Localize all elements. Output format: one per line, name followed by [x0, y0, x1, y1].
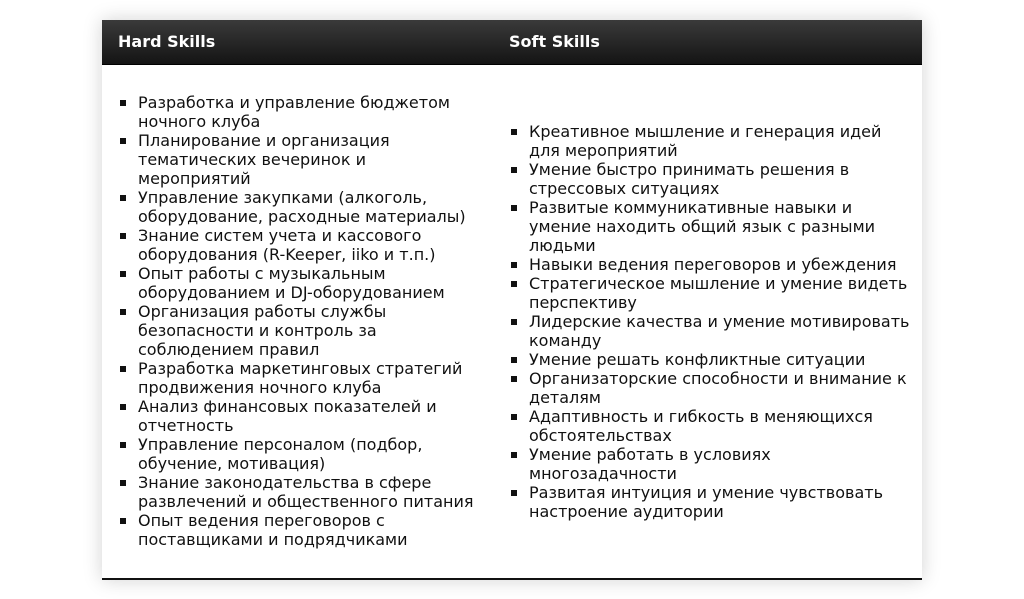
- hard-skill-item: [120, 264, 480, 302]
- hard-skill-item-text: Знание систем учета и кассового оборудования (R-Keeper, iiko и т.п.): [138, 226, 436, 264]
- bullet-icon: [511, 129, 517, 135]
- hard-skill-item: [120, 397, 480, 435]
- bullet-icon: [120, 195, 126, 201]
- hard-skill-item: [120, 131, 480, 188]
- soft-skill-item: [511, 255, 911, 274]
- hard-skill-item-text: Анализ финансовых показателей и отчетность: [138, 397, 437, 435]
- soft-skill-item: [511, 369, 911, 407]
- hard-skill-item: [120, 226, 480, 264]
- soft-skill-item-text: Креативное мышление и генерация идей для мероприятий: [529, 122, 882, 160]
- hard-skill-item-text: Управление закупками (алкоголь, оборудование, расходные материалы): [138, 188, 466, 226]
- hard-skill-item-text: Опыт ведения переговоров с поставщиками и подрядчиками: [138, 511, 408, 549]
- hard-skill-item-text: Планирование и организация тематических вечеринок и мероприятий: [138, 131, 390, 188]
- soft-skill-item: [511, 483, 911, 521]
- hard-skill-item-text: Опыт работы с музыкальным оборудованием и DJ-оборудованием: [138, 264, 445, 302]
- hard-skill-item: [120, 435, 480, 473]
- soft-skill-item: [511, 198, 911, 255]
- hard-skill-item-text: Знание законодательства в сфере развлечений и общественного питания: [138, 473, 474, 511]
- soft-skill-item: [511, 350, 911, 369]
- hard-skill-item: [120, 473, 480, 511]
- soft-skill-item: [511, 312, 911, 350]
- soft-skill-item: [511, 407, 911, 445]
- soft-skill-item-text: Навыки ведения переговоров и убеждения: [529, 255, 897, 274]
- hard-skills-header: Hard Skills: [118, 32, 216, 51]
- soft-skill-item-text: Стратегическое мышление и умение видеть перспективу: [529, 274, 908, 312]
- soft-skill-item-text: Развитые коммуникативные навыки и умение находить общий язык с разными людьми: [529, 198, 876, 255]
- bullet-icon: [511, 167, 517, 173]
- bullet-icon: [120, 271, 126, 277]
- soft-skill-item: [511, 274, 911, 312]
- soft-skill-item-text: Умение решать конфликтные ситуации: [529, 350, 866, 369]
- hard-skill-item-text: Разработка маркетинговых стратегий продвижения ночного клуба: [138, 359, 463, 397]
- bullet-icon: [120, 309, 126, 315]
- bullet-icon: [511, 490, 517, 496]
- bullet-icon: [120, 233, 126, 239]
- hard-skills-list: [120, 93, 480, 549]
- skills-table: [102, 20, 922, 580]
- bullet-icon: [120, 100, 126, 106]
- soft-skill-item-text: Адаптивность и гибкость в меняющихся обстоятельствах: [529, 407, 873, 445]
- hard-skill-item: [120, 302, 480, 359]
- bullet-icon: [511, 281, 517, 287]
- soft-skill-item-text: Развитая интуиция и умение чувствовать настроение аудитории: [529, 483, 883, 521]
- bullet-icon: [511, 452, 517, 458]
- hard-skill-item: [120, 188, 480, 226]
- bullet-icon: [511, 376, 517, 382]
- bullet-icon: [511, 414, 517, 420]
- hard-skill-item-text: Организация работы службы безопасности и контроль за соблюдением правил: [138, 302, 387, 359]
- bullet-icon: [120, 518, 126, 524]
- bullet-icon: [511, 319, 517, 325]
- bullet-icon: [511, 262, 517, 268]
- soft-skill-item: [511, 122, 911, 160]
- bullet-icon: [120, 404, 126, 410]
- hard-skill-item: [120, 93, 480, 131]
- soft-skills-header: Soft Skills: [509, 32, 600, 51]
- bullet-icon: [511, 205, 517, 211]
- soft-skill-item: [511, 160, 911, 198]
- hard-skill-item: [120, 359, 480, 397]
- soft-skills-list: [511, 122, 911, 521]
- soft-skill-item-text: Лидерские качества и умение мотивировать команду: [529, 312, 910, 350]
- soft-skill-item: [511, 445, 911, 483]
- bullet-icon: [511, 357, 517, 363]
- soft-skill-item-text: Умение быстро принимать решения в стрессовых ситуациях: [529, 160, 850, 198]
- soft-skill-item-text: Умение работать в условиях многозадачности: [529, 445, 771, 483]
- bullet-icon: [120, 366, 126, 372]
- hard-skill-item: [120, 511, 480, 549]
- hard-skill-item-text: Разработка и управление бюджетом ночного клуба: [138, 93, 450, 131]
- bullet-icon: [120, 480, 126, 486]
- bullet-icon: [120, 442, 126, 448]
- soft-skill-item-text: Организаторские способности и внимание к деталям: [529, 369, 907, 407]
- table-header: [102, 20, 922, 65]
- hard-skill-item-text: Управление персоналом (подбор, обучение, мотивация): [138, 435, 423, 473]
- bullet-icon: [120, 138, 126, 144]
